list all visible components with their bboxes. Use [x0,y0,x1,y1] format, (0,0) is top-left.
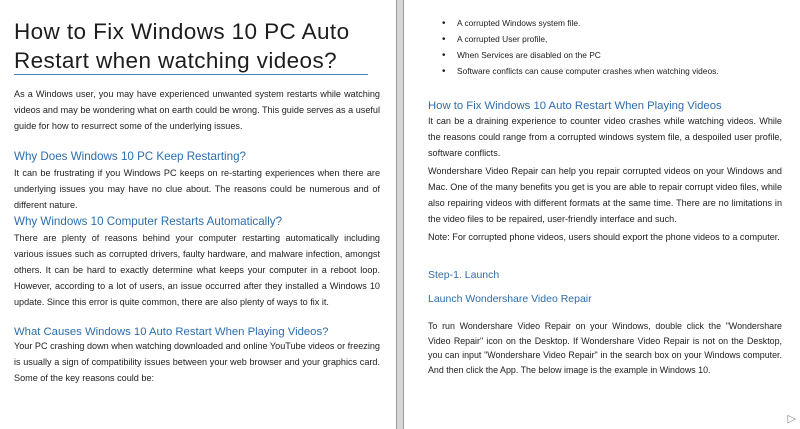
reasons-list [430,16,790,80]
list-item: • A corrupted Windows system file. [430,16,790,32]
paragraph-note: Note: For corrupted phone videos, users should export the phone videos to a computer. [428,232,780,242]
title-underline [14,74,368,75]
heading-how-to-fix: How to Fix Windows 10 Auto Restart When Playing Videos [428,100,722,112]
heading-restarts-automatically: Why Windows 10 Computer Restarts Automatically? [14,215,283,228]
heading-causes: What Causes Windows 10 Auto Restart When Playing Videos? [14,326,329,338]
paragraph-run-repair: To run Wondershare Video Repair on your Windows, double click the "Wondershare Video Repair" icon on the Desktop. If Wondershare Video Repair is not on the Desktop, you can input "Wondershare Video Repair" in the search box on your Windows computer. And then click the App. The below image is the example in Windows 10. [428,321,782,375]
paragraph-restarts-automatically: There are plenty of reasons behind your computer restarting automatically including various issues such as corrupted drivers, faulty hardware, and malware infection, amongst others. It can be hard to exactly determine what keeps your computer in a reboot loop. However, according to a lot of users, an issue occurred after they installed a Windows 10 update. Since this error is quite common, there are also plenty of ways to fix it. [14,233,380,307]
paragraph-how-to-fix: It can be a draining experience to counter video crashes while watching videos. While the reasons could range from a corrupted windows system file, a despoiled user profile, software conflicts. [428,116,782,158]
list-item: • When Services are disabled on the PC [430,48,790,64]
heading-why-restarting: Why Does Windows 10 PC Keep Restarting? [14,150,246,163]
page-forward-arrow-icon[interactable]: ▷ [787,413,796,425]
page-gutter [396,0,404,429]
paragraph-causes: Your PC crashing down when watching downloaded and online YouTube videos or freezing is usually a sign of compatibility issues between your web browser and your graphics card. Some of the key reasons could be: [14,341,380,383]
paragraph-why-restarting: It can be frustrating if you Windows PC keeps on re-starting experiences when there are underlying issues you may have no clue about. The reasons could be numerous and of different nature. [14,168,380,210]
heading-launch: Launch Wondershare Video Repair [428,293,592,305]
paragraph-video-repair: Wondershare Video Repair can help you repair corrupted videos on your Windows and Mac. One of the many benefits you get is you are able to repair corrupt video files, while also repairing videos with different formats at the same time. There are no limitations in the video files to be repaired, user-friendly interface and such. [428,166,782,224]
intro-paragraph: As a Windows user, you may have experienced unwanted system restarts while watching videos and may be wondering what on earth could be wrong. This guide serves as a useful guide for how to resurrect some of the underlying issues. [14,89,380,131]
list-item: • A corrupted User profile, [430,32,790,48]
document-title: How to Fix Windows 10 PC Auto Restart when watching videos? [14,19,350,73]
heading-step-1: Step-1. Launch [428,269,500,281]
list-item: • Software conflicts can cause computer crashes when watching videos. [430,64,790,80]
